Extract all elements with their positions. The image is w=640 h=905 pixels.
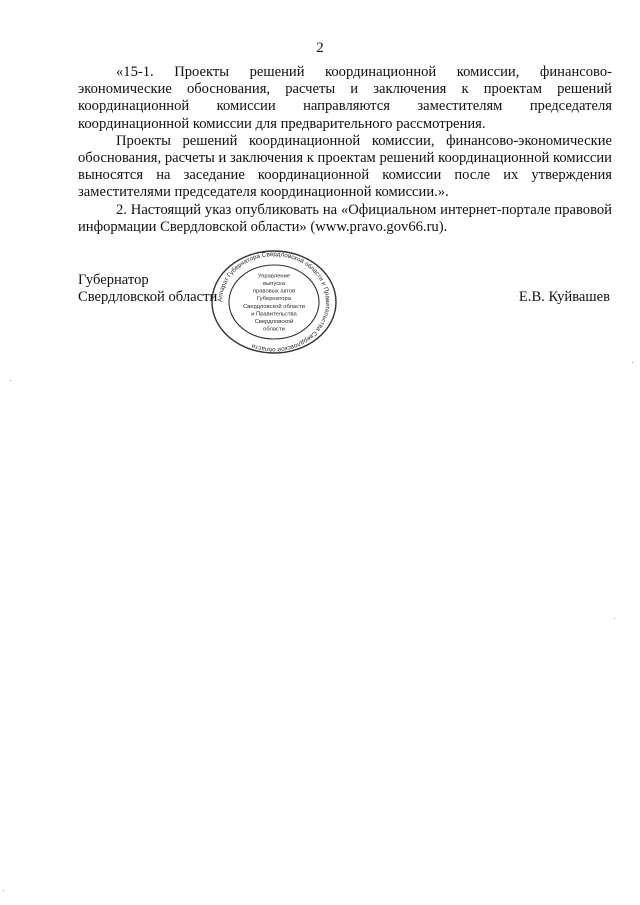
official-seal-stamp bbox=[210, 250, 338, 354]
paragraph-15-1: «15-1. Проекты решений координационной комиссии, финансово-экономические обоснования, расчеты и заключения к проектам решений координационной комиссии направляются заместителям председателя координационной комиссии для предварительного рассмотрения. bbox=[78, 64, 612, 132]
seal-graphic bbox=[210, 250, 338, 354]
seal-center-line: Свердловской области bbox=[243, 303, 305, 310]
signatory-title-line-1: Губернатор bbox=[78, 272, 149, 288]
seal-center-line: Управление bbox=[257, 273, 291, 280]
paragraph-projects: Проекты решений координационной комиссии, финансово-экономические обоснования, расчеты и заключения к проектам решений координационной комиссии выносятся на заседание координационной комиссии после их утверждения заместителями председателя координационной комиссии.». bbox=[78, 132, 612, 201]
seal-center-line: выпуска bbox=[262, 281, 286, 287]
signatory-title-line-2: Свердловской области bbox=[78, 289, 218, 305]
document-body bbox=[78, 64, 612, 236]
seal-center-line: и Правительства bbox=[251, 311, 297, 318]
seal-center-line: Свердловской bbox=[254, 319, 294, 325]
seal-ring-text: Аппарат Губернатора Свердловской области и Правительства Свердловской области bbox=[216, 250, 332, 354]
seal-center-line: Губернатора bbox=[257, 296, 291, 303]
seal-center-line: области bbox=[263, 326, 285, 333]
paragraph-publication: 2. Настоящий указ опубликовать на «Официальном интернет-портале правовой информации Свердловской области» (www.pravo.gov66.ru). bbox=[78, 201, 612, 235]
page-number: 2 bbox=[316, 40, 324, 56]
signature-block bbox=[78, 272, 612, 306]
seal-center-line: правовых актов bbox=[252, 288, 296, 295]
signatory-name: Е.В. Куйвашев bbox=[518, 289, 610, 305]
